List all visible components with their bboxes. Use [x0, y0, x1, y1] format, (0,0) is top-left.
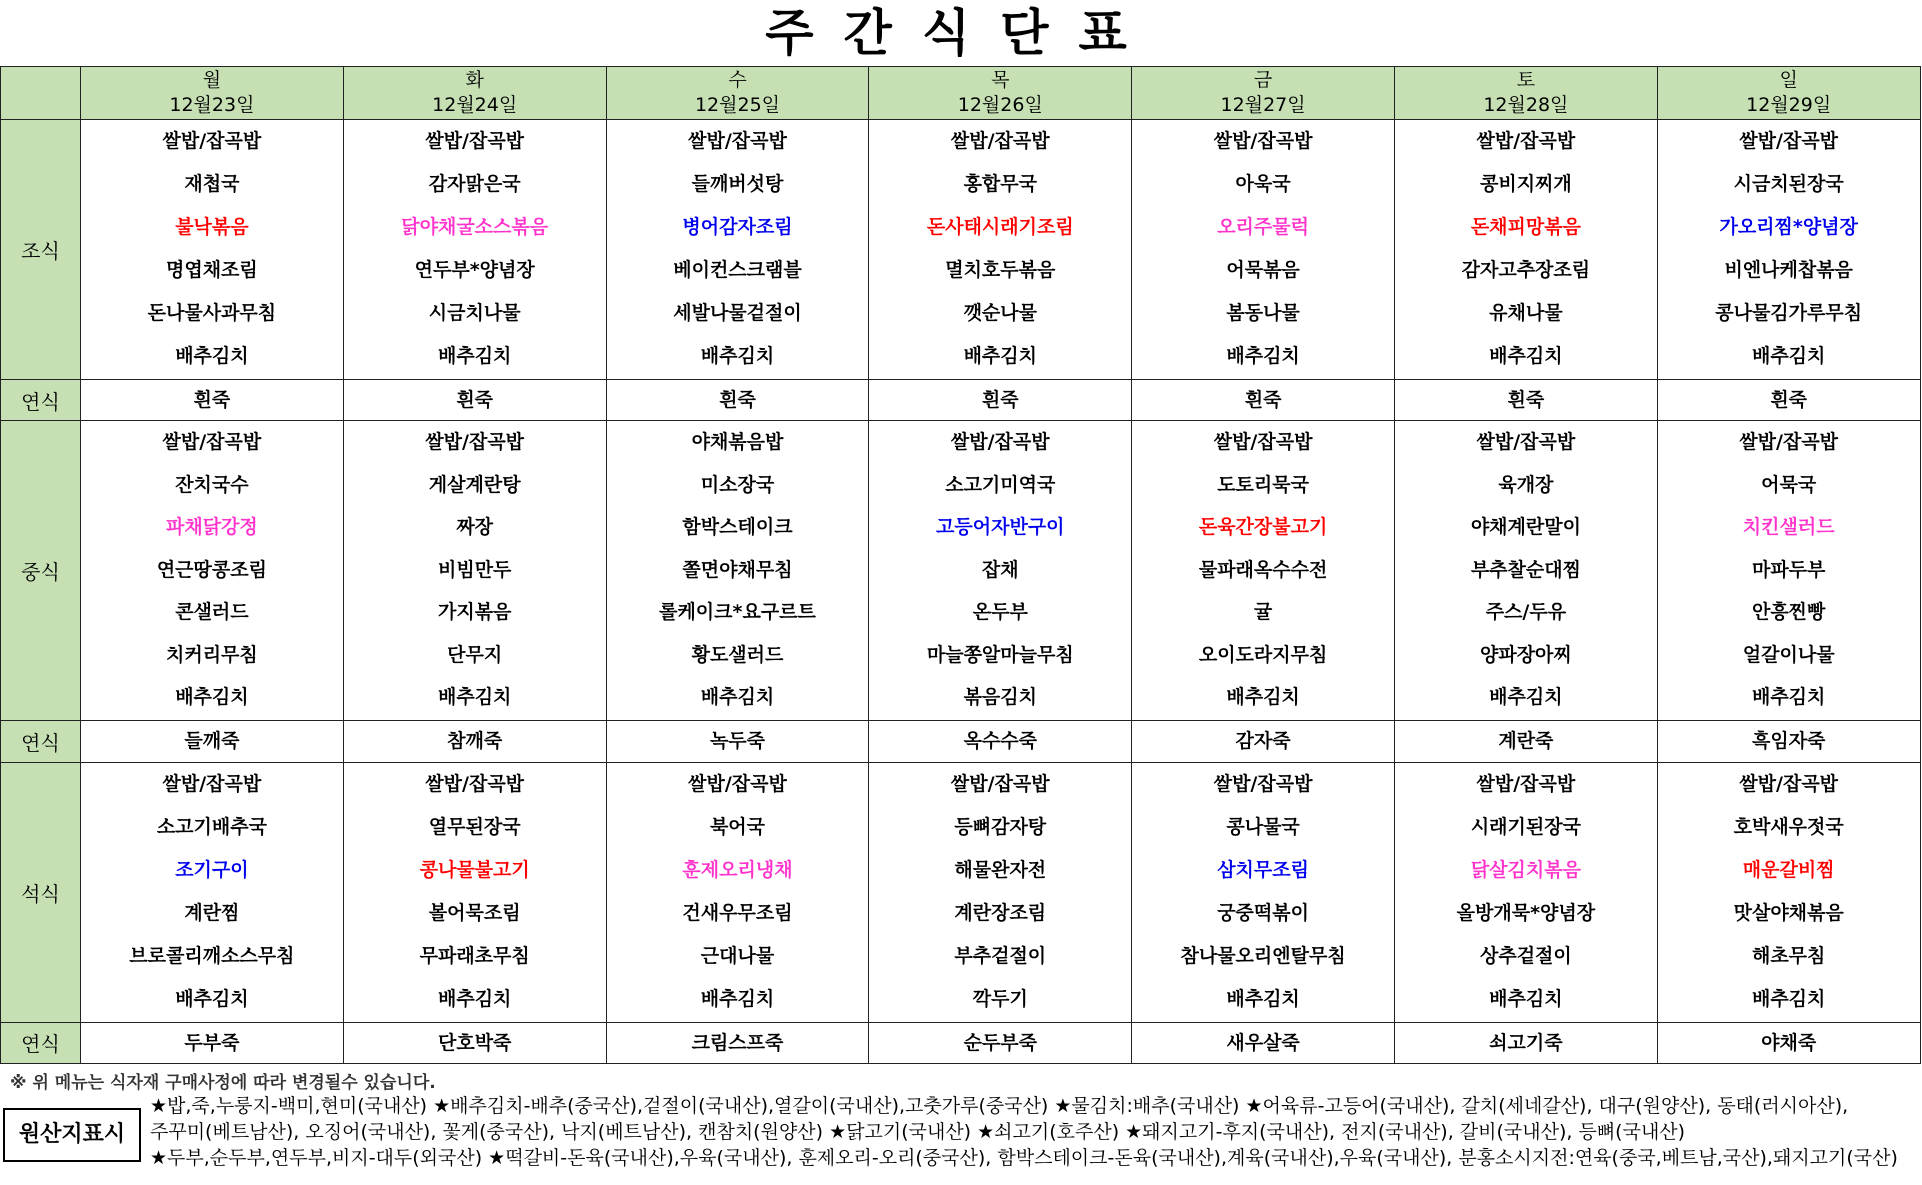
menu-cell	[606, 120, 869, 380]
menu-item: 쌀밥/잡곡밥	[425, 772, 525, 795]
date-label: 12월29일	[1746, 94, 1832, 116]
day-header	[869, 67, 1132, 120]
menu-item: 배추김치	[700, 345, 775, 367]
menu-item: 배추김치	[963, 345, 1037, 367]
menu-item: 배추김치	[437, 345, 512, 367]
menu-item: 명엽채조림	[166, 259, 258, 281]
menu-item: 돈채피망볶음	[1470, 216, 1581, 238]
menu-item: 배추김치	[700, 987, 775, 1010]
menu-item: 마늘쫑알마늘무침	[926, 643, 1074, 666]
menu-item: 계란죽	[1498, 730, 1554, 753]
meal-label: 연식	[1, 380, 81, 421]
menu-item: 순두부죽	[963, 1031, 1037, 1054]
menu-cell	[606, 1022, 869, 1063]
menu-item: 흑임자죽	[1751, 730, 1826, 753]
menu-item: 배추김치	[175, 686, 249, 709]
menu-item: 쌀밥/잡곡밥	[425, 431, 525, 454]
menu-cell	[1394, 120, 1657, 380]
menu-item: 오이도라지무침	[1198, 643, 1328, 666]
menu-item: 호박새우젓국	[1733, 815, 1844, 838]
menu-item: 배추김치	[1489, 686, 1563, 709]
day-header	[1657, 67, 1920, 120]
menu-item: 새우살죽	[1226, 1031, 1300, 1054]
day-header	[343, 67, 606, 120]
menu-item: 참나물오리엔탈무침	[1180, 944, 1346, 967]
origin-line: ★밥,죽,누룽지-백미,현미(국내산) ★배추김치-배추(중국산),겉절이(국내산),열갈이(국내산),고춧가루(중국산) ★물김치:배추(국내산) ★어육류-고등어(국내산), 갈치(세네갈산), 대구(원양산), 동태(러시아산),	[150, 1095, 1849, 1117]
menu-item: 배추김치	[1226, 987, 1300, 1010]
menu-item: 아욱국	[1235, 173, 1291, 195]
menu-item: 쌀밥/잡곡밥	[688, 772, 787, 795]
menu-cell	[81, 120, 344, 380]
day-header	[81, 67, 344, 120]
menu-item: 흰죽	[1507, 389, 1545, 412]
menu-cell	[81, 762, 344, 1022]
menu-item: 온두부	[972, 601, 1028, 624]
menu-item: 단무지	[447, 643, 503, 666]
menu-item: 해초무침	[1751, 944, 1826, 967]
menu-cell	[1132, 120, 1395, 380]
menu-item: 쌀밥/잡곡밥	[950, 772, 1050, 795]
menu-item: 비엔나케찹볶음	[1724, 259, 1853, 281]
menu-cell	[1132, 762, 1395, 1022]
menu-cell	[869, 721, 1132, 762]
meal-label: 연식	[1, 1022, 81, 1063]
menu-item: 쌀밥/잡곡밥	[162, 130, 262, 152]
menu-cell	[869, 380, 1132, 421]
menu-item: 단호박죽	[437, 1031, 512, 1054]
menu-item: 배추김치	[700, 686, 775, 709]
menu-item: 참깨죽	[447, 730, 503, 753]
menu-item: 훈제오리냉채	[682, 858, 793, 881]
menu-item: 돈나물사과무침	[147, 302, 277, 324]
menu-item: 재첩국	[184, 173, 240, 195]
menu-cell	[606, 380, 869, 421]
menu-item: 볶음김치	[963, 686, 1037, 709]
menu-item: 깍두기	[972, 987, 1028, 1010]
menu-item: 등뼈감자탕	[954, 815, 1047, 838]
menu-item: 병어감자조림	[682, 216, 793, 238]
menu-cell	[81, 1022, 344, 1063]
menu-item: 쌀밥/잡곡밥	[425, 130, 525, 152]
menu-item: 열무된장국	[428, 815, 521, 838]
menu-item: 쌀밥/잡곡밥	[1476, 431, 1576, 454]
menu-cell	[343, 421, 606, 721]
menu-item: 부추겉절이	[954, 944, 1047, 967]
menu-item: 어묵국	[1761, 473, 1817, 496]
menu-item: 배추김치	[1489, 345, 1563, 367]
menu-item: 흰죽	[719, 389, 756, 412]
menu-cell	[1132, 421, 1395, 721]
weekday-label: 화	[465, 69, 484, 91]
menu-item: 들깨버섯탕	[691, 173, 784, 195]
menu-item: 쌀밥/잡곡밥	[1739, 772, 1839, 795]
menu-cell	[1657, 421, 1920, 721]
menu-item: 짜장	[456, 516, 494, 539]
menu-item: 흰죽	[1770, 389, 1808, 412]
menu-item: 콩비지찌개	[1479, 173, 1572, 195]
menu-cell	[869, 762, 1132, 1022]
menu-cell	[869, 1022, 1132, 1063]
menu-item: 쇠고기죽	[1489, 1031, 1563, 1054]
menu-item: 녹두죽	[709, 730, 766, 753]
menu-item: 돈육간장불고기	[1198, 516, 1328, 539]
corner-cell	[1, 67, 81, 120]
menu-item: 가오리찜*양념장	[1719, 216, 1858, 238]
menu-item: 북어국	[709, 815, 766, 838]
menu-item: 쌀밥/잡곡밥	[1476, 772, 1576, 795]
menu-item: 상추겉절이	[1479, 944, 1572, 967]
menu-item: 들깨죽	[184, 730, 240, 753]
menu-item: 야채죽	[1761, 1031, 1817, 1054]
menu-item: 흰죽	[1244, 389, 1282, 412]
menu-item: 홍합무국	[963, 173, 1037, 195]
menu-item: 감자죽	[1235, 730, 1291, 753]
menu-item: 콩나물불고기	[419, 858, 530, 881]
menu-item: 귤	[1253, 601, 1273, 624]
menu-cell	[1132, 721, 1395, 762]
menu-item: 육개장	[1498, 473, 1554, 496]
menu-cell	[1132, 1022, 1395, 1063]
menu-cell	[1657, 1022, 1920, 1063]
page-title: 주간식단표	[765, 4, 1157, 62]
weekday-label: 토	[1516, 69, 1536, 91]
menu-cell	[81, 721, 344, 762]
meal-label: 석식	[1, 762, 81, 1022]
menu-item: 콩나물국	[1226, 815, 1300, 838]
weekday-label: 금	[1253, 69, 1273, 91]
menu-item: 돈사태시래기조림	[926, 216, 1074, 238]
menu-item: 배추김치	[1226, 345, 1300, 367]
menu-item: 시금치나물	[428, 302, 521, 324]
menu-item: 황도샐러드	[691, 643, 784, 666]
menu-item: 흰죽	[193, 389, 231, 412]
menu-item: 쌀밥/잡곡밥	[688, 130, 787, 152]
menu-item: 양파장아찌	[1479, 643, 1572, 666]
menu-item: 건새우무조림	[682, 901, 793, 924]
menu-item: 미소장국	[700, 473, 775, 496]
menu-item: 닭살김치볶음	[1470, 858, 1581, 881]
menu-item: 근대나물	[700, 944, 775, 967]
menu-item: 배추김치	[1751, 345, 1826, 367]
menu-item: 쌀밥/잡곡밥	[950, 130, 1050, 152]
menu-cell	[606, 721, 869, 762]
origin-text	[150, 1093, 1920, 1171]
menu-item: 감자고추장조림	[1461, 259, 1591, 281]
date-label: 12월27일	[1220, 94, 1306, 116]
menu-item: 유채나물	[1489, 302, 1563, 324]
menu-cell	[1132, 380, 1395, 421]
menu-item: 도토리묵국	[1217, 473, 1309, 496]
menu-item: 매운갈비찜	[1742, 858, 1835, 881]
menu-item: 크림스프죽	[691, 1031, 784, 1054]
menu-item: 쌀밥/잡곡밥	[950, 431, 1050, 454]
menu-item: 주스/두유	[1485, 601, 1567, 624]
menu-item: 쌀밥/잡곡밥	[162, 431, 262, 454]
menu-item: 얼갈이나물	[1742, 643, 1835, 666]
menu-item: 마파두부	[1751, 558, 1826, 581]
menu-cell	[869, 120, 1132, 380]
day-header	[1394, 67, 1657, 120]
menu-cell	[606, 421, 869, 721]
weekday-label: 목	[991, 69, 1010, 91]
menu-item: 조기구이	[175, 858, 249, 881]
menu-item: 흰죽	[456, 389, 494, 412]
menu-item: 배추김치	[1489, 987, 1563, 1010]
weekday-label: 월	[202, 69, 222, 91]
menu-item: 물파래옥수수전	[1198, 558, 1328, 581]
menu-item: 치커리무침	[166, 643, 258, 666]
menu-cell	[343, 120, 606, 380]
menu-cell	[1394, 721, 1657, 762]
menu-item: 파채닭강정	[166, 516, 258, 539]
menu-item: 배추김치	[175, 987, 249, 1010]
menu-item: 무파래초무침	[419, 944, 530, 967]
menu-item: 베이컨스크램블	[673, 259, 802, 281]
menu-item: 야채계란말이	[1470, 516, 1581, 539]
menu-item: 쫄면야채무침	[682, 558, 793, 581]
menu-cell	[1394, 762, 1657, 1022]
menu-item: 배추김치	[437, 987, 512, 1010]
date-label: 12월25일	[694, 94, 781, 116]
date-label: 12월24일	[432, 94, 518, 116]
date-label: 12월28일	[1483, 94, 1569, 116]
menu-cell	[81, 380, 344, 421]
menu-item: 해물완자전	[954, 858, 1047, 881]
day-header	[1132, 67, 1395, 120]
meal-label: 연식	[1, 721, 81, 762]
menu-item: 잔치국수	[175, 473, 249, 496]
weekly-menu-table	[0, 66, 1921, 1064]
menu-item: 시래기된장국	[1470, 815, 1581, 838]
menu-change-note: ※ 위 메뉴는 식자재 구매사정에 따라 변경될수 있습니다.	[10, 1073, 436, 1093]
menu-item: 흰죽	[981, 389, 1019, 412]
menu-cell	[1394, 380, 1657, 421]
day-header	[606, 67, 869, 120]
menu-item: 깻순나물	[963, 302, 1037, 324]
menu-item: 부추찰순대찜	[1470, 558, 1581, 581]
menu-item: 닭야채굴소스볶음	[401, 216, 549, 238]
menu-cell	[869, 421, 1132, 721]
menu-cell	[81, 421, 344, 721]
menu-cell	[1394, 421, 1657, 721]
menu-cell	[343, 1022, 606, 1063]
menu-item: 브로콜리깨소스무침	[129, 944, 295, 967]
menu-item: 쌀밥/잡곡밥	[162, 772, 262, 795]
menu-item: 오리주물럭	[1217, 216, 1309, 238]
menu-item: 배추김치	[1751, 686, 1826, 709]
menu-item: 올방개묵*양념장	[1456, 901, 1596, 924]
date-label: 12월26일	[957, 94, 1043, 116]
weekday-label: 수	[728, 69, 747, 91]
meal-label: 조식	[1, 120, 81, 380]
menu-item: 배추김치	[437, 686, 512, 709]
menu-cell	[606, 762, 869, 1022]
meal-label: 중식	[1, 421, 81, 721]
menu-item: 쌀밥/잡곡밥	[1476, 130, 1576, 152]
menu-item: 시금치된장국	[1733, 173, 1844, 195]
menu-cell	[343, 721, 606, 762]
origin-label: 원산지표시	[3, 1108, 141, 1162]
menu-item: 삼치무조림	[1217, 858, 1309, 881]
menu-item: 쌀밥/잡곡밥	[1739, 130, 1839, 152]
menu-item: 함박스테이크	[682, 516, 793, 539]
menu-item: 감자맑은국	[428, 173, 521, 195]
menu-item: 어묵볶음	[1226, 259, 1300, 281]
menu-item: 멸치호두볶음	[945, 259, 1056, 281]
menu-item: 안흥찐빵	[1751, 601, 1826, 624]
menu-item: 옥수수죽	[963, 730, 1037, 753]
menu-item: 비빔만두	[437, 558, 512, 581]
menu-item: 배추김치	[1751, 987, 1826, 1010]
menu-cell	[1657, 762, 1920, 1022]
menu-item: 가지볶음	[437, 601, 512, 624]
menu-item: 치킨샐러드	[1742, 516, 1835, 539]
menu-item: 소고기미역국	[945, 473, 1056, 496]
menu-cell	[1394, 1022, 1657, 1063]
menu-item: 콩나물김가루무침	[1715, 302, 1863, 324]
menu-item: 볼어묵조림	[428, 901, 521, 924]
menu-item: 계란찜	[184, 901, 240, 924]
menu-item: 배추김치	[1226, 686, 1300, 709]
origin-line: 주꾸미(베트남산), 오징어(국내산), 꽃게(중국산), 낙지(베트남산), 캔참치(원양산) ★닭고기(국내산) ★쇠고기(호주산) ★돼지고기-후지(국내산), 전지(국내산), 갈비(국내산), 등뼈(국내산)	[150, 1121, 1686, 1143]
menu-item: 배추김치	[175, 345, 249, 367]
menu-item: 잡채	[981, 558, 1019, 581]
menu-item: 롤케이크*요구르트	[659, 601, 816, 624]
origin-line: ★두부,순두부,연두부,비지-대두(외국산) ★떡갈비-돈육(국내산),우육(국내산), 훈제오리-오리(중국산), 함박스테이크-돈육(국내산),계육(국내산),우육(국내산), 분홍소시지전:연육(중국,베트남,국산),돼지고기(국산)	[150, 1147, 1898, 1169]
menu-item: 세발나물겉절이	[673, 302, 802, 324]
menu-item: 고등어자반구이	[936, 516, 1065, 539]
menu-item: 연근땅콩조림	[156, 558, 267, 581]
menu-item: 봄동나물	[1226, 302, 1300, 324]
menu-item: 쌀밥/잡곡밥	[1213, 772, 1313, 795]
date-label: 12월23일	[169, 94, 255, 116]
menu-item: 야채볶음밥	[691, 431, 784, 454]
menu-item: 쌀밥/잡곡밥	[1213, 431, 1313, 454]
menu-item: 맛살야채볶음	[1733, 901, 1844, 924]
menu-item: 불낙볶음	[175, 216, 249, 238]
menu-cell	[343, 380, 606, 421]
menu-item: 소고기배추국	[156, 815, 267, 838]
menu-cell	[1657, 380, 1920, 421]
menu-item: 콘샐러드	[175, 601, 249, 624]
menu-cell	[1657, 120, 1920, 380]
menu-item: 연두부*양념장	[414, 259, 535, 281]
menu-cell	[1657, 721, 1920, 762]
weekday-label: 일	[1779, 69, 1798, 91]
menu-item: 쌀밥/잡곡밥	[1213, 130, 1313, 152]
menu-cell	[343, 762, 606, 1022]
menu-item: 두부죽	[184, 1031, 240, 1054]
menu-item: 계란장조림	[954, 901, 1047, 924]
menu-item: 궁중떡볶이	[1217, 901, 1309, 924]
menu-item: 게살계란탕	[428, 473, 521, 496]
menu-item: 쌀밥/잡곡밥	[1739, 431, 1839, 454]
